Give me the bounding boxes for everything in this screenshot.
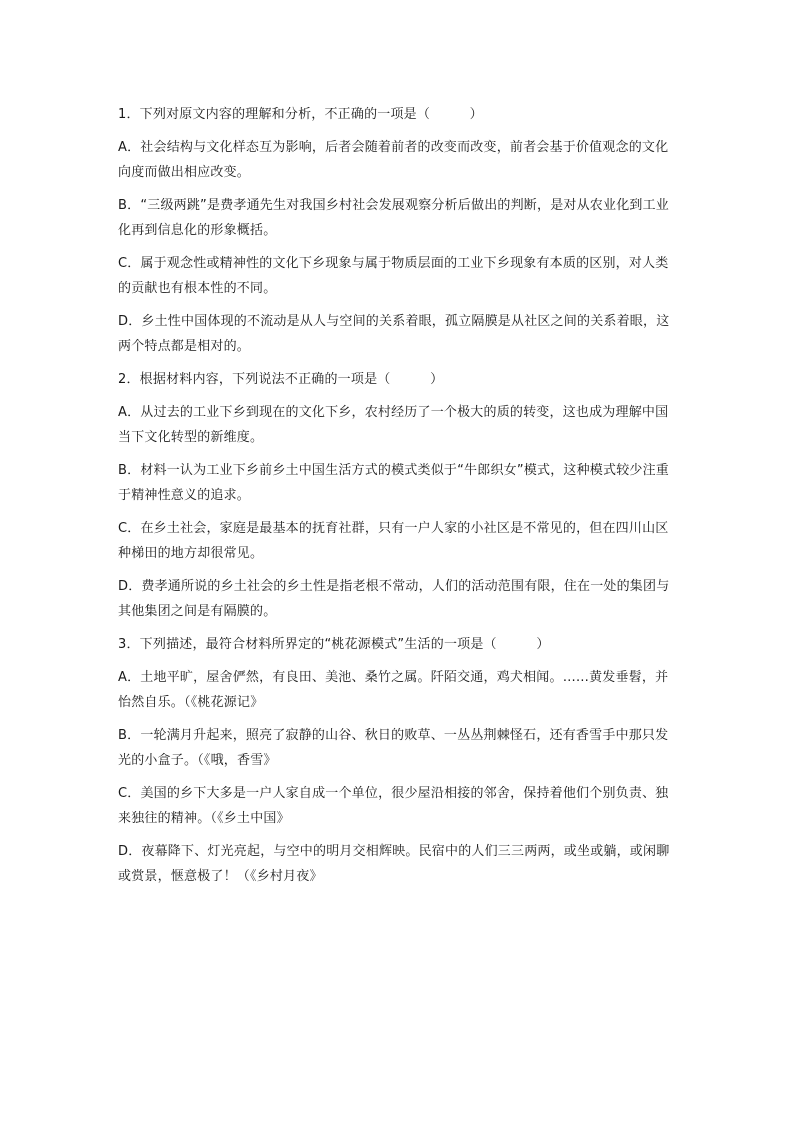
question-list bbox=[118, 102, 678, 897]
question-3-option-c: C．美国的乡下大多是一户人家自成一个单位，很少屋沿相接的邻舍，保持着他们个别负责、独来独往的精神。（《乡土中国》 bbox=[118, 786, 669, 826]
question-2-option-d: D．费孝通所说的乡土社会的乡土性是指老根不常动，人们的活动范围有限，住在一处的集团与其他集团之间是有隔膜的。 bbox=[118, 579, 670, 619]
question-3-stem: 3．下列描述，最符合材料所界定的“桃花源模式”生活的一项是（ ） bbox=[118, 637, 550, 652]
question-1-option-a: A．社会结构与文化样态互为影响，后者会随着前者的改变而改变，前者会基于价值观念的文化向度而做出相应改变。 bbox=[118, 140, 669, 180]
question-1-option-b: B．“三级两跳”是费孝通先生对我国乡村社会发展观察分析后做出的判断，是对从农业化到工业化再到信息化的形象概括。 bbox=[118, 198, 669, 238]
question-3-option-a: A．土地平旷，屋舍俨然，有良田、美池、桑竹之属。阡陌交通，鸡犬相闻。……黄发垂髫，并怡然自乐。（《桃花源记》 bbox=[118, 670, 669, 710]
question-2-option-c: C．在乡土社会，家庭是最基本的抚育社群，只有一户人家的小社区是不常见的，但在四川山区种梯田的地方却很常见。 bbox=[118, 521, 669, 561]
question-2-stem: 2．根据材料内容，下列说法不正确的一项是（ ） bbox=[118, 372, 444, 387]
question-1-stem: 1．下列对原文内容的理解和分析，不正确的一项是（ ） bbox=[118, 107, 483, 122]
question-2-option-b: B．材料一认为工业下乡前乡土中国生活方式的模式类似于“牛郎织女”模式，这种模式较少注重于精神性意义的追求。 bbox=[118, 463, 669, 503]
question-1-option-c: C．属于观念性或精神性的文化下乡现象与属于物质层面的工业下乡现象有本质的区别，对人类的贡献也有根本性的不同。 bbox=[118, 256, 669, 296]
question-3-option-d: D．夜幕降下、灯光亮起，与空中的明月交相辉映。民宿中的人们三三两两，或坐或躺，或闲聊或赏景，惬意极了！（《乡村月夜》 bbox=[118, 844, 670, 884]
question-3-option-b: B．一轮满月升起来，照亮了寂静的山谷、秋日的败草、一丛丛荆棘怪石，还有香雪手中那只发光的小盒子。（《哦，香雪》 bbox=[118, 728, 669, 768]
question-2-option-a: A．从过去的工业下乡到现在的文化下乡，农村经历了一个极大的质的转变，这也成为理解中国当下文化转型的新维度。 bbox=[118, 405, 669, 445]
question-1-option-d: D．乡土性中国体现的不流动是从人与空间的关系着眼，孤立隔膜是从社区之间的关系着眼，这两个特点都是相对的。 bbox=[118, 314, 670, 354]
